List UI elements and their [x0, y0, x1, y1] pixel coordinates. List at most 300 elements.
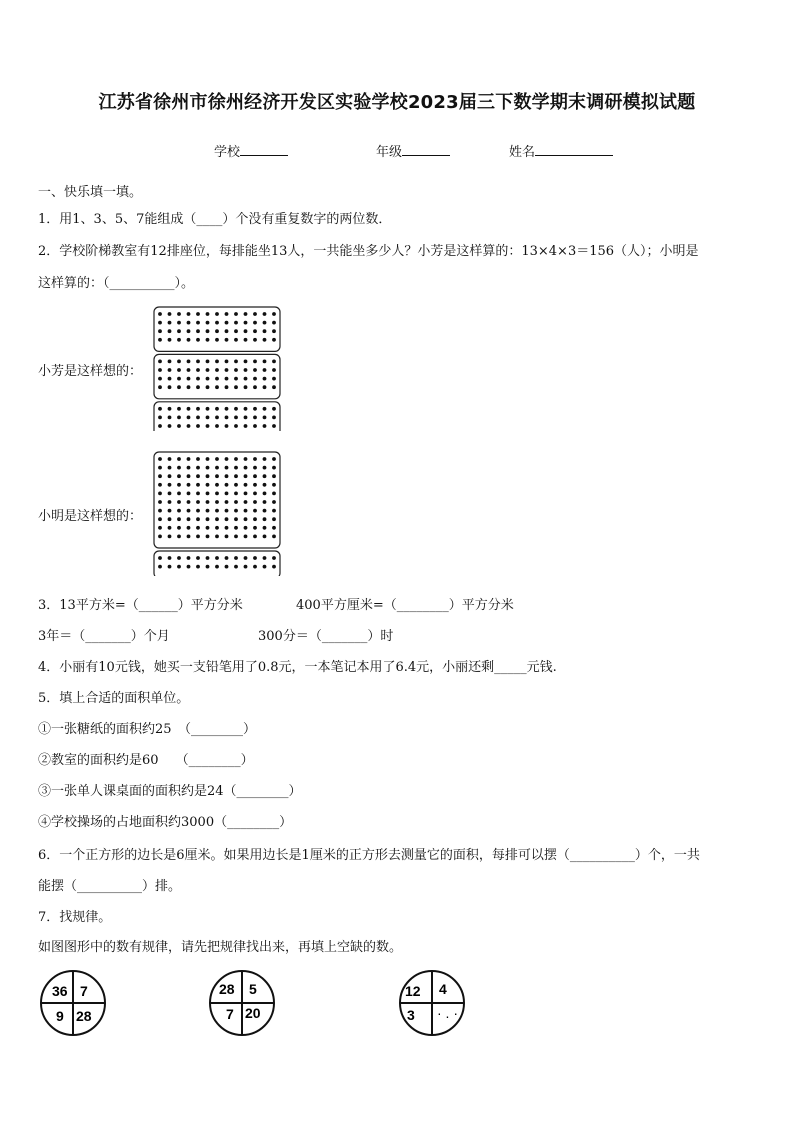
seat-dot: [244, 556, 248, 560]
seat-dot: [215, 492, 219, 496]
school-blank[interactable]: [240, 143, 288, 156]
seat-dot: [206, 492, 210, 496]
seat-dot: [234, 492, 238, 496]
circle-3-top-right: 4: [439, 981, 447, 997]
seat-dot: [215, 474, 219, 478]
seat-dot: [177, 556, 181, 560]
seat-dot: [177, 360, 181, 364]
seat-dot: [196, 517, 200, 521]
circle-1-top-right: 7: [80, 983, 88, 999]
seat-dot: [234, 407, 238, 411]
seat-dot: [168, 329, 172, 333]
pattern-circle-3: [397, 968, 467, 1038]
seat-dot: [215, 483, 219, 487]
seat-dot: [253, 368, 257, 372]
seat-dot: [253, 416, 257, 420]
seat-dot: [158, 474, 162, 478]
seat-dot: [234, 360, 238, 364]
circle-2-bottom-left: 7: [226, 1006, 234, 1022]
seat-dot: [168, 368, 172, 372]
seat-dot: [263, 377, 267, 381]
seat-dot: [177, 385, 181, 389]
seat-dot: [263, 474, 267, 478]
seat-dot: [168, 312, 172, 316]
seat-dot: [215, 457, 219, 461]
seat-dot: [158, 312, 162, 316]
seat-dot: [158, 338, 162, 342]
seat-dot: [158, 526, 162, 530]
seat-dot: [168, 526, 172, 530]
grade-label: 年级: [376, 145, 403, 160]
seat-dot: [168, 556, 172, 560]
seat-dot: [234, 517, 238, 521]
seat-dot: [206, 377, 210, 381]
seat-dot: [263, 312, 267, 316]
seat-dot: [244, 368, 248, 372]
seat-dot: [225, 466, 229, 470]
seat-dot: [272, 321, 276, 325]
seat-dot: [225, 377, 229, 381]
seat-dot: [244, 338, 248, 342]
seat-dot: [263, 368, 267, 372]
seat-dot: [263, 556, 267, 560]
seat-dot: [225, 424, 229, 428]
seat-dot: [187, 535, 191, 539]
seat-dot: [196, 321, 200, 325]
seat-dot: [187, 526, 191, 530]
seat-dot: [206, 509, 210, 513]
seat-dot: [244, 565, 248, 569]
circle-2-top-right: 5: [249, 981, 257, 997]
seat-dot: [168, 424, 172, 428]
seat-dot: [215, 565, 219, 569]
pattern-circle-2: [207, 968, 277, 1038]
seat-dot: [187, 424, 191, 428]
xiaoming-label: 小明是这样想的：: [38, 509, 143, 524]
seat-dot: [225, 483, 229, 487]
seat-dot: [187, 556, 191, 560]
seat-dot: [263, 321, 267, 325]
question-3b: 400平方厘米=（________）平方分米: [296, 598, 514, 613]
seat-dot: [234, 556, 238, 560]
seat-dot: [234, 416, 238, 420]
seat-dot: [158, 565, 162, 569]
seat-dot: [263, 416, 267, 420]
seat-dot: [263, 457, 267, 461]
circle-3-bottom-left: 3: [407, 1007, 415, 1023]
seat-dot: [158, 416, 162, 420]
seat-dot: [168, 535, 172, 539]
seat-dot: [196, 474, 200, 478]
seat-dot: [206, 556, 210, 560]
seat-dot: [206, 360, 210, 364]
seat-dot: [206, 483, 210, 487]
seat-dot: [158, 500, 162, 504]
circle-3-top-left: 12: [405, 983, 421, 999]
seat-dot: [196, 360, 200, 364]
seat-dot: [272, 360, 276, 364]
seat-dot: [234, 565, 238, 569]
seat-dot: [272, 424, 276, 428]
seat-dot: [215, 509, 219, 513]
seat-dot: [158, 368, 162, 372]
seat-dot: [187, 500, 191, 504]
seat-dot: [187, 416, 191, 420]
seat-dot: [272, 509, 276, 513]
seat-dot: [158, 517, 162, 521]
seat-dot: [168, 474, 172, 478]
seat-dot: [244, 312, 248, 316]
seat-dot: [253, 407, 257, 411]
seat-dot: [196, 368, 200, 372]
question-3a: 3．13平方米=（______）平方分米: [38, 598, 243, 613]
seat-dot: [253, 474, 257, 478]
seat-dot: [244, 321, 248, 325]
seat-dot: [253, 466, 257, 470]
seat-dot: [215, 312, 219, 316]
seat-dot: [158, 492, 162, 496]
seat-dot: [215, 385, 219, 389]
seat-dot: [196, 457, 200, 461]
seat-dot: [177, 424, 181, 428]
seat-dot: [187, 407, 191, 411]
seat-dot: [187, 474, 191, 478]
seat-dot: [187, 385, 191, 389]
seat-dot: [234, 377, 238, 381]
seat-dot: [244, 385, 248, 389]
seat-dot: [263, 338, 267, 342]
seat-dot: [225, 329, 229, 333]
seat-dot: [225, 500, 229, 504]
circle-1-bottom-right: 28: [76, 1008, 92, 1024]
seat-dot: [263, 466, 267, 470]
seat-dot: [187, 509, 191, 513]
seat-dot: [168, 466, 172, 470]
seat-dot: [215, 517, 219, 521]
seat-dot: [158, 535, 162, 539]
seat-dot: [263, 565, 267, 569]
seat-dot: [177, 338, 181, 342]
grade-blank[interactable]: [402, 143, 450, 156]
seat-dot: [234, 526, 238, 530]
seat-dot: [196, 509, 200, 513]
seat-dot: [244, 416, 248, 420]
seat-dot: [234, 329, 238, 333]
seat-dot: [272, 556, 276, 560]
seat-dot: [187, 338, 191, 342]
seat-dot: [225, 492, 229, 496]
seat-dot: [158, 483, 162, 487]
seat-dot: [244, 329, 248, 333]
seat-dot: [263, 407, 267, 411]
seat-dot: [253, 457, 257, 461]
seat-dot: [177, 517, 181, 521]
seat-dot: [272, 517, 276, 521]
seat-dot: [272, 312, 276, 316]
seat-dot: [225, 407, 229, 411]
seat-dot: [168, 492, 172, 496]
question-1: 1．用1、3、5、7能组成（____）个没有重复数字的两位数．: [38, 212, 392, 227]
seat-dot: [168, 517, 172, 521]
seat-dot: [234, 483, 238, 487]
seat-dot: [215, 424, 219, 428]
xiaofang-dot-diagram: [150, 305, 284, 431]
seat-dot: [263, 500, 267, 504]
seat-dot: [272, 483, 276, 487]
seat-dot: [187, 329, 191, 333]
seat-dot: [244, 360, 248, 364]
seat-dot: [187, 517, 191, 521]
seat-dot: [158, 424, 162, 428]
seat-dot: [253, 424, 257, 428]
seat-dot: [168, 483, 172, 487]
seat-dot: [234, 312, 238, 316]
seat-dot: [253, 517, 257, 521]
seat-dot: [206, 565, 210, 569]
seat-dot: [177, 466, 181, 470]
seat-dot: [234, 500, 238, 504]
seat-dot: [225, 556, 229, 560]
seat-dot: [244, 492, 248, 496]
seat-dot: [244, 535, 248, 539]
seat-dot: [177, 321, 181, 325]
grade-field: [376, 141, 450, 160]
seat-dot: [234, 466, 238, 470]
seat-dot: [206, 526, 210, 530]
seat-dot: [225, 526, 229, 530]
seat-dot: [263, 360, 267, 364]
seat-dot: [263, 424, 267, 428]
seat-dot: [187, 360, 191, 364]
question-7: 7．找规律。: [38, 910, 112, 925]
seat-dot: [272, 407, 276, 411]
seat-dot: [253, 500, 257, 504]
seat-dot: [244, 474, 248, 478]
seat-dot: [225, 338, 229, 342]
seat-dot: [206, 474, 210, 478]
xiaofang-label: 小芳是这样想的：: [38, 364, 143, 379]
seat-dot: [272, 368, 276, 372]
seat-dot: [244, 377, 248, 381]
seat-dot: [244, 509, 248, 513]
seat-dot: [177, 416, 181, 420]
seat-dot: [215, 535, 219, 539]
question-7-description: 如图图形中的数有规律，请先把规律找出来，再填上空缺的数。: [38, 940, 403, 955]
seat-dot: [234, 368, 238, 372]
seat-dot: [168, 385, 172, 389]
seat-dot: [272, 466, 276, 470]
seat-dot: [215, 360, 219, 364]
circle-2-bottom-right: 20: [245, 1005, 261, 1021]
seat-dot: [272, 492, 276, 496]
name-blank[interactable]: [535, 143, 613, 156]
seat-dot: [187, 377, 191, 381]
seat-dot: [187, 321, 191, 325]
seat-dot: [263, 509, 267, 513]
seat-dot: [225, 416, 229, 420]
seat-dot: [206, 385, 210, 389]
seat-dot: [253, 556, 257, 560]
seat-dot: [158, 385, 162, 389]
seat-dot: [244, 466, 248, 470]
seat-dot: [253, 535, 257, 539]
seat-dot: [225, 517, 229, 521]
seat-dot: [168, 500, 172, 504]
school-label: 学校: [214, 145, 241, 160]
seat-dot: [206, 329, 210, 333]
seat-dot: [158, 360, 162, 364]
seat-dot: [168, 360, 172, 364]
seat-dot: [244, 526, 248, 530]
seat-dot: [234, 509, 238, 513]
question-3c: 3年＝（_______）个月: [38, 629, 170, 644]
seat-dot: [253, 509, 257, 513]
seat-dot: [225, 312, 229, 316]
seat-dot: [206, 424, 210, 428]
question-6-line-1: 6．一个正方形的边长是6厘米。如果用边长是1厘米的正方形去测量它的面积，每排可以摆（__________）个，一共: [38, 848, 700, 863]
seat-dot: [215, 329, 219, 333]
seat-dot: [196, 312, 200, 316]
seat-dot: [272, 535, 276, 539]
seat-dot: [196, 407, 200, 411]
seat-dot: [177, 535, 181, 539]
question-2-line-2: 这样算的：（__________）。: [38, 276, 195, 291]
seat-dot: [253, 483, 257, 487]
seat-dot: [168, 457, 172, 461]
seat-dot: [177, 492, 181, 496]
seat-dot: [234, 321, 238, 325]
seat-dot: [272, 377, 276, 381]
seat-dot: [196, 565, 200, 569]
seat-dot: [234, 385, 238, 389]
seat-dot: [225, 385, 229, 389]
seat-dot: [206, 500, 210, 504]
seat-dot: [244, 457, 248, 461]
seat-dot: [206, 321, 210, 325]
seat-dot: [234, 338, 238, 342]
seat-dot: [215, 321, 219, 325]
seat-dot: [177, 526, 181, 530]
pattern-circle-1: [38, 968, 108, 1038]
seat-dot: [206, 416, 210, 420]
circle-1-top-left: 36: [52, 983, 68, 999]
seat-dot: [196, 416, 200, 420]
seat-dot: [225, 368, 229, 372]
seat-dot: [225, 509, 229, 513]
seat-dot: [234, 474, 238, 478]
seat-dot: [253, 321, 257, 325]
seat-dot: [168, 565, 172, 569]
seat-dot: [215, 556, 219, 560]
seat-dot: [215, 416, 219, 420]
seat-dot: [196, 500, 200, 504]
seat-dot: [196, 492, 200, 496]
seat-dot: [168, 509, 172, 513]
seat-dot: [225, 565, 229, 569]
seat-dot: [225, 535, 229, 539]
seat-dot: [244, 407, 248, 411]
seat-dot: [158, 509, 162, 513]
seat-dot: [215, 377, 219, 381]
seat-dot: [272, 416, 276, 420]
school-field: [214, 141, 288, 160]
seat-dot: [253, 492, 257, 496]
seat-dot: [225, 474, 229, 478]
xiaoming-dot-diagram: [150, 450, 284, 576]
seat-dot: [206, 517, 210, 521]
seat-dot: [196, 338, 200, 342]
question-5: 5．填上合适的面积单位。: [38, 691, 190, 706]
seat-dot: [263, 329, 267, 333]
seat-dot: [196, 385, 200, 389]
seat-dot: [177, 329, 181, 333]
question-5-item: ③一张单人课桌面的面积约是24（________）: [38, 784, 302, 799]
question-5-item: ①一张糖纸的面积约25 （________）: [38, 722, 257, 737]
seat-dot: [196, 329, 200, 333]
seat-dot: [196, 466, 200, 470]
seat-dot: [158, 556, 162, 560]
seat-dot: [272, 565, 276, 569]
seat-dot: [215, 368, 219, 372]
seat-dot: [177, 312, 181, 316]
seat-dot: [263, 492, 267, 496]
seat-dot: [196, 556, 200, 560]
seat-dot: [253, 526, 257, 530]
seat-dot: [263, 385, 267, 389]
question-3d: 300分＝（_______）时: [258, 629, 394, 644]
seat-dot: [177, 500, 181, 504]
seat-dot: [272, 457, 276, 461]
seat-dot: [244, 500, 248, 504]
seat-dot: [168, 407, 172, 411]
seat-dot: [253, 377, 257, 381]
seat-dot: [263, 517, 267, 521]
circle-2-top-left: 28: [219, 981, 235, 997]
seat-dot: [272, 526, 276, 530]
seat-dot: [158, 377, 162, 381]
seat-dot: [244, 483, 248, 487]
seat-dot: [187, 457, 191, 461]
seat-dot: [225, 321, 229, 325]
page-title: 江苏省徐州市徐州经济开发区实验学校2023届三下数学期末调研模拟试题: [98, 92, 696, 113]
seat-dot: [177, 509, 181, 513]
seat-dot: [234, 457, 238, 461]
seat-dot: [187, 483, 191, 487]
seat-dot: [158, 466, 162, 470]
seat-dot: [272, 385, 276, 389]
seat-dot: [253, 312, 257, 316]
seat-dot: [177, 377, 181, 381]
seat-dot: [206, 338, 210, 342]
seat-dot: [215, 526, 219, 530]
seat-dot: [168, 416, 172, 420]
seat-dot: [196, 377, 200, 381]
seat-dot: [272, 474, 276, 478]
seat-dot: [206, 457, 210, 461]
seat-dot: [196, 424, 200, 428]
seat-dot: [177, 368, 181, 372]
seat-dot: [168, 377, 172, 381]
seat-dot: [196, 483, 200, 487]
question-5-item: ④学校操场的占地面积约3000（________）: [38, 815, 293, 830]
seat-dot: [263, 483, 267, 487]
seat-dot: [206, 368, 210, 372]
seat-dot: [187, 492, 191, 496]
circle-1-bottom-left: 9: [56, 1008, 64, 1024]
seat-dot: [196, 526, 200, 530]
seat-dot: [244, 517, 248, 521]
seat-dot: [158, 457, 162, 461]
